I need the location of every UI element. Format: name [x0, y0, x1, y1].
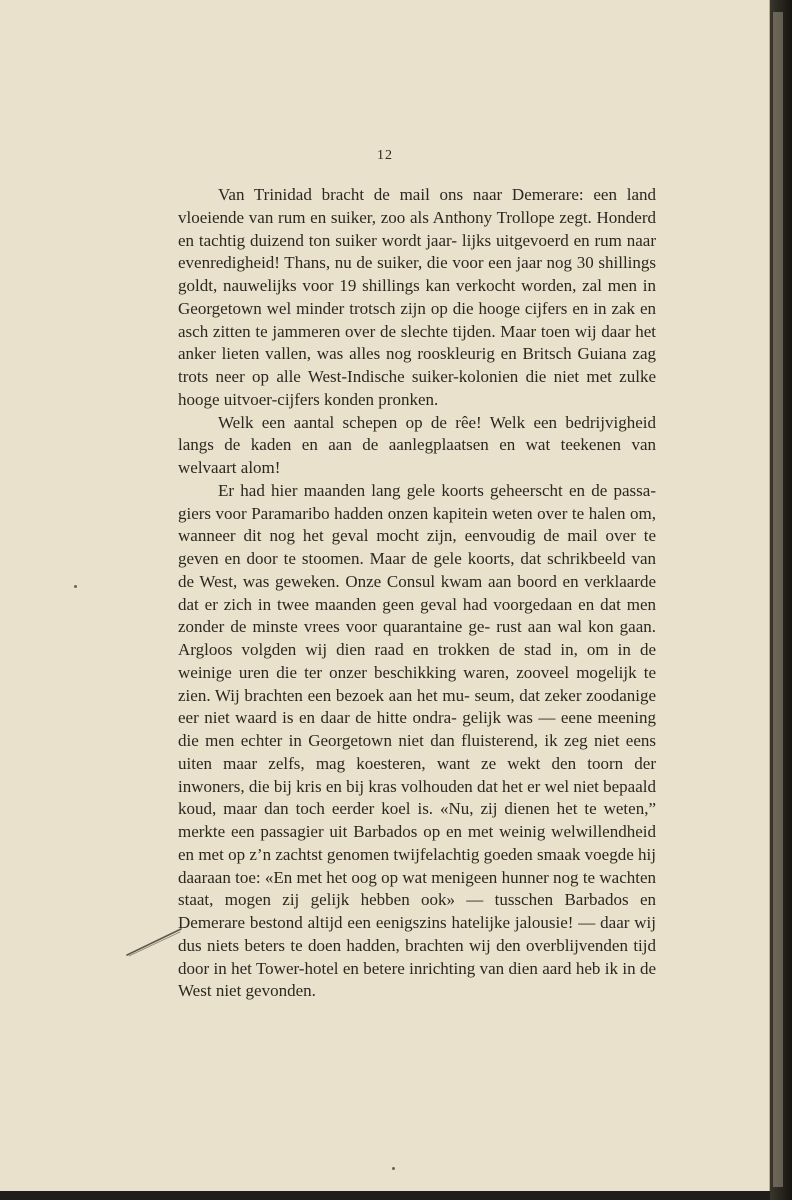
line: voorgedaan en dat men zonder de minste vrees voor quarantaine ge- — [178, 594, 656, 637]
line: welvaart alom! — [178, 458, 281, 477]
line: Welk een aantal schepen op de rêe! Welk een bedrijvigheid — [218, 412, 656, 432]
line: want ze wekt den toorn der inwoners, die bij kris en bij kras — [178, 753, 656, 796]
line: zag trots neer op alle West-Indische suiker-kolonien die niet — [178, 344, 656, 386]
line: zooveel mogelijk te zien. Wij brachten een bezoek aan het mu- — [178, 662, 657, 705]
line: giers voor Paramaribo hadden onzen kapitein weten over te — [178, 503, 585, 523]
speck-mark — [392, 1167, 395, 1170]
line: minder trotsch zijn op die hooge cijfers en in zak en asch zitten — [178, 298, 657, 341]
line: langs de kaden en aan de aanlegplaatsen en wat teekenen van — [178, 435, 656, 455]
line: zegt. Honderd en tachtig duizend ton suiker wordt jaar- — [178, 207, 656, 250]
binding-strip — [773, 12, 783, 1187]
line: koel is. «Nu, zij dienen het te weten,” merkte een passagier uit — [178, 799, 656, 841]
line: rust aan wal kon gaan. Argloos volgden wij dien raad en trokken de — [178, 617, 656, 659]
paragraph-1 — [178, 184, 656, 412]
line: gelijk was — eene meening die men echter in Georgetown niet — [178, 708, 657, 750]
line: volhouden dat het er wel niet bepaald koud, maar dan toch eerder — [178, 776, 656, 819]
line: Barbados op en met weinig welwillendheid en met op z’n zachtst — [178, 822, 656, 864]
line: stad in, om in de weinige uren die ter onzer beschikking waren, — [178, 640, 656, 682]
paragraph-2 — [178, 412, 656, 480]
line: schrikbeeld van de West, was geweken. Onze Consul kwam aan — [178, 549, 657, 591]
line: te jammeren over de slechte tijden. Maar toen wij daar het — [255, 321, 657, 341]
line: seum, dat zeker zoodanige eer niet waard is en daar de hitte ondra- — [178, 685, 657, 728]
line: lijks uitgevoerd en rum naar evenredigheid! Thans, nu de suiker, — [178, 230, 656, 273]
body-text — [178, 184, 656, 1003]
line: Er had hier maanden lang gele koorts geheerscht en de passa- — [218, 480, 656, 500]
line: mail over te geven en door te stoomen. Maar de gele koorts, dat — [178, 526, 656, 568]
line: bestond altijd een eenigszins hatelijke jalousie! — daar wij dus — [178, 913, 656, 955]
line: mogen zij gelijk hebben ook» — tusschen Barbados en Demerare — [178, 890, 656, 932]
line: niets beters te doen hadden, brachten wij den overblijvenden — [206, 935, 628, 955]
line: genomen twijfelachtig goeden smaak voegde hij daaraan toe: «En — [178, 844, 656, 887]
line: tijd door in het Tower-hotel en betere inrichting van dien aard — [178, 935, 656, 978]
line: heb ik in de West niet gevonden. — [178, 958, 656, 1001]
line: die voor een jaar nog 30 shillings goldt, nauwelijks voor 19 — [178, 253, 657, 295]
line: boord en verklaarde dat er zich in twee maanden geen geval had — [178, 571, 656, 614]
pencil-mark — [125, 925, 185, 961]
line: Van Trinidad bracht de mail ons naar Demerare: een land — [218, 185, 656, 204]
speck-mark — [74, 585, 77, 588]
line: shillings kan verkocht worden, zal men in Georgetown wel — [178, 276, 657, 318]
line: halen om, wanneer dit nog het geval mocht zijn, eenvoudig de — [178, 503, 657, 546]
page-number: 12 — [377, 148, 393, 163]
line: met zulke hooge uitvoer-cijfers konden pronken. — [178, 367, 656, 409]
line: anker lieten vallen, was alles nog rooskleurig en Britsch Guiana — [178, 344, 627, 364]
line: dan fluisterend, ik zeg niet eens uiten maar zelfs, mag koesteren, — [178, 731, 657, 773]
line: vloeiende van rum en suiker, zoo als Anthony Trollope — [178, 207, 555, 227]
line: met het oog op wat menigeen hunner nog te wachten staat, — [178, 867, 657, 910]
paragraph-3 — [178, 480, 656, 1003]
